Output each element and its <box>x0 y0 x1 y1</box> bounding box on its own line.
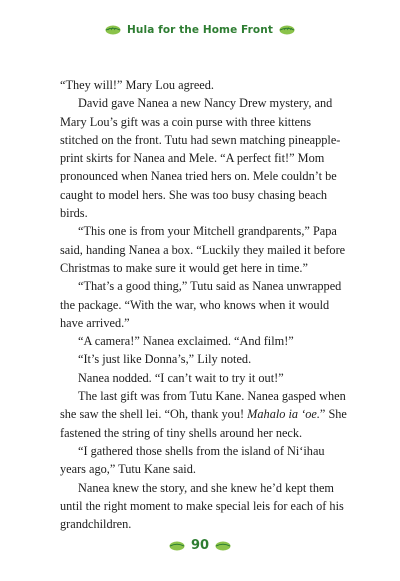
paragraph <box>60 387 350 442</box>
body-text <box>60 76 350 533</box>
paragraph: “This one is from your Mitchell grandparents,” Papa said, handing Nanea a box. “Luckily they mailed it before Christmas to make sure it would get here in time.” <box>60 224 346 275</box>
header-title: Hula for the Home Front <box>127 24 273 36</box>
paragraph-text: ” She fastened the string of tiny shells around her neck. <box>60 407 347 440</box>
paragraph-text: The last gift was from Tutu Kane. Nanea gasped when she saw the shell lei. “Oh, thank you! <box>60 389 346 422</box>
paragraph: “That’s a good thing,” Tutu said as Nanea unwrapped the package. “With the war, who knows when it would have arrived.” <box>60 279 342 330</box>
paragraph: “They will!” Mary Lou agreed. <box>60 78 214 92</box>
paragraph: “It’s just like Donna’s,” Lily noted. <box>78 352 252 367</box>
paragraph: Nanea knew the story, and she knew he’d kept them until the right moment to make special leis for each of his grandchildren. <box>60 480 344 532</box>
running-header <box>0 24 400 36</box>
page-number: 90 <box>190 538 210 553</box>
paragraph: “I gathered those shells from the island of Ni‘ihau years ago,” Tutu Kane said. <box>60 443 325 477</box>
leaf-icon <box>279 25 295 35</box>
leaf-icon <box>169 541 185 551</box>
paragraph: David gave Nanea a new Nancy Drew mystery, and Mary Lou’s gift was a coin purse with three kittens stitched on the front. Tutu had sewn matching pineapple-print skirts for Nanea and Mele. “A perfect fit!” Mom pronounced when Nanea tried hers on. Mele couldn’t be caught to model hers. She was too busy chasing beach birds. <box>60 96 341 221</box>
leaf-icon <box>215 541 231 551</box>
paragraph: Nanea nodded. “I can’t wait to try it out!” <box>78 370 284 385</box>
leaf-icon <box>105 25 121 35</box>
hawaiian-phrase: Mahalo ia ʻoe. <box>247 407 320 422</box>
page-footer <box>0 538 400 553</box>
paragraph: “A camera!” Nanea exclaimed. “And film!” <box>78 334 294 349</box>
